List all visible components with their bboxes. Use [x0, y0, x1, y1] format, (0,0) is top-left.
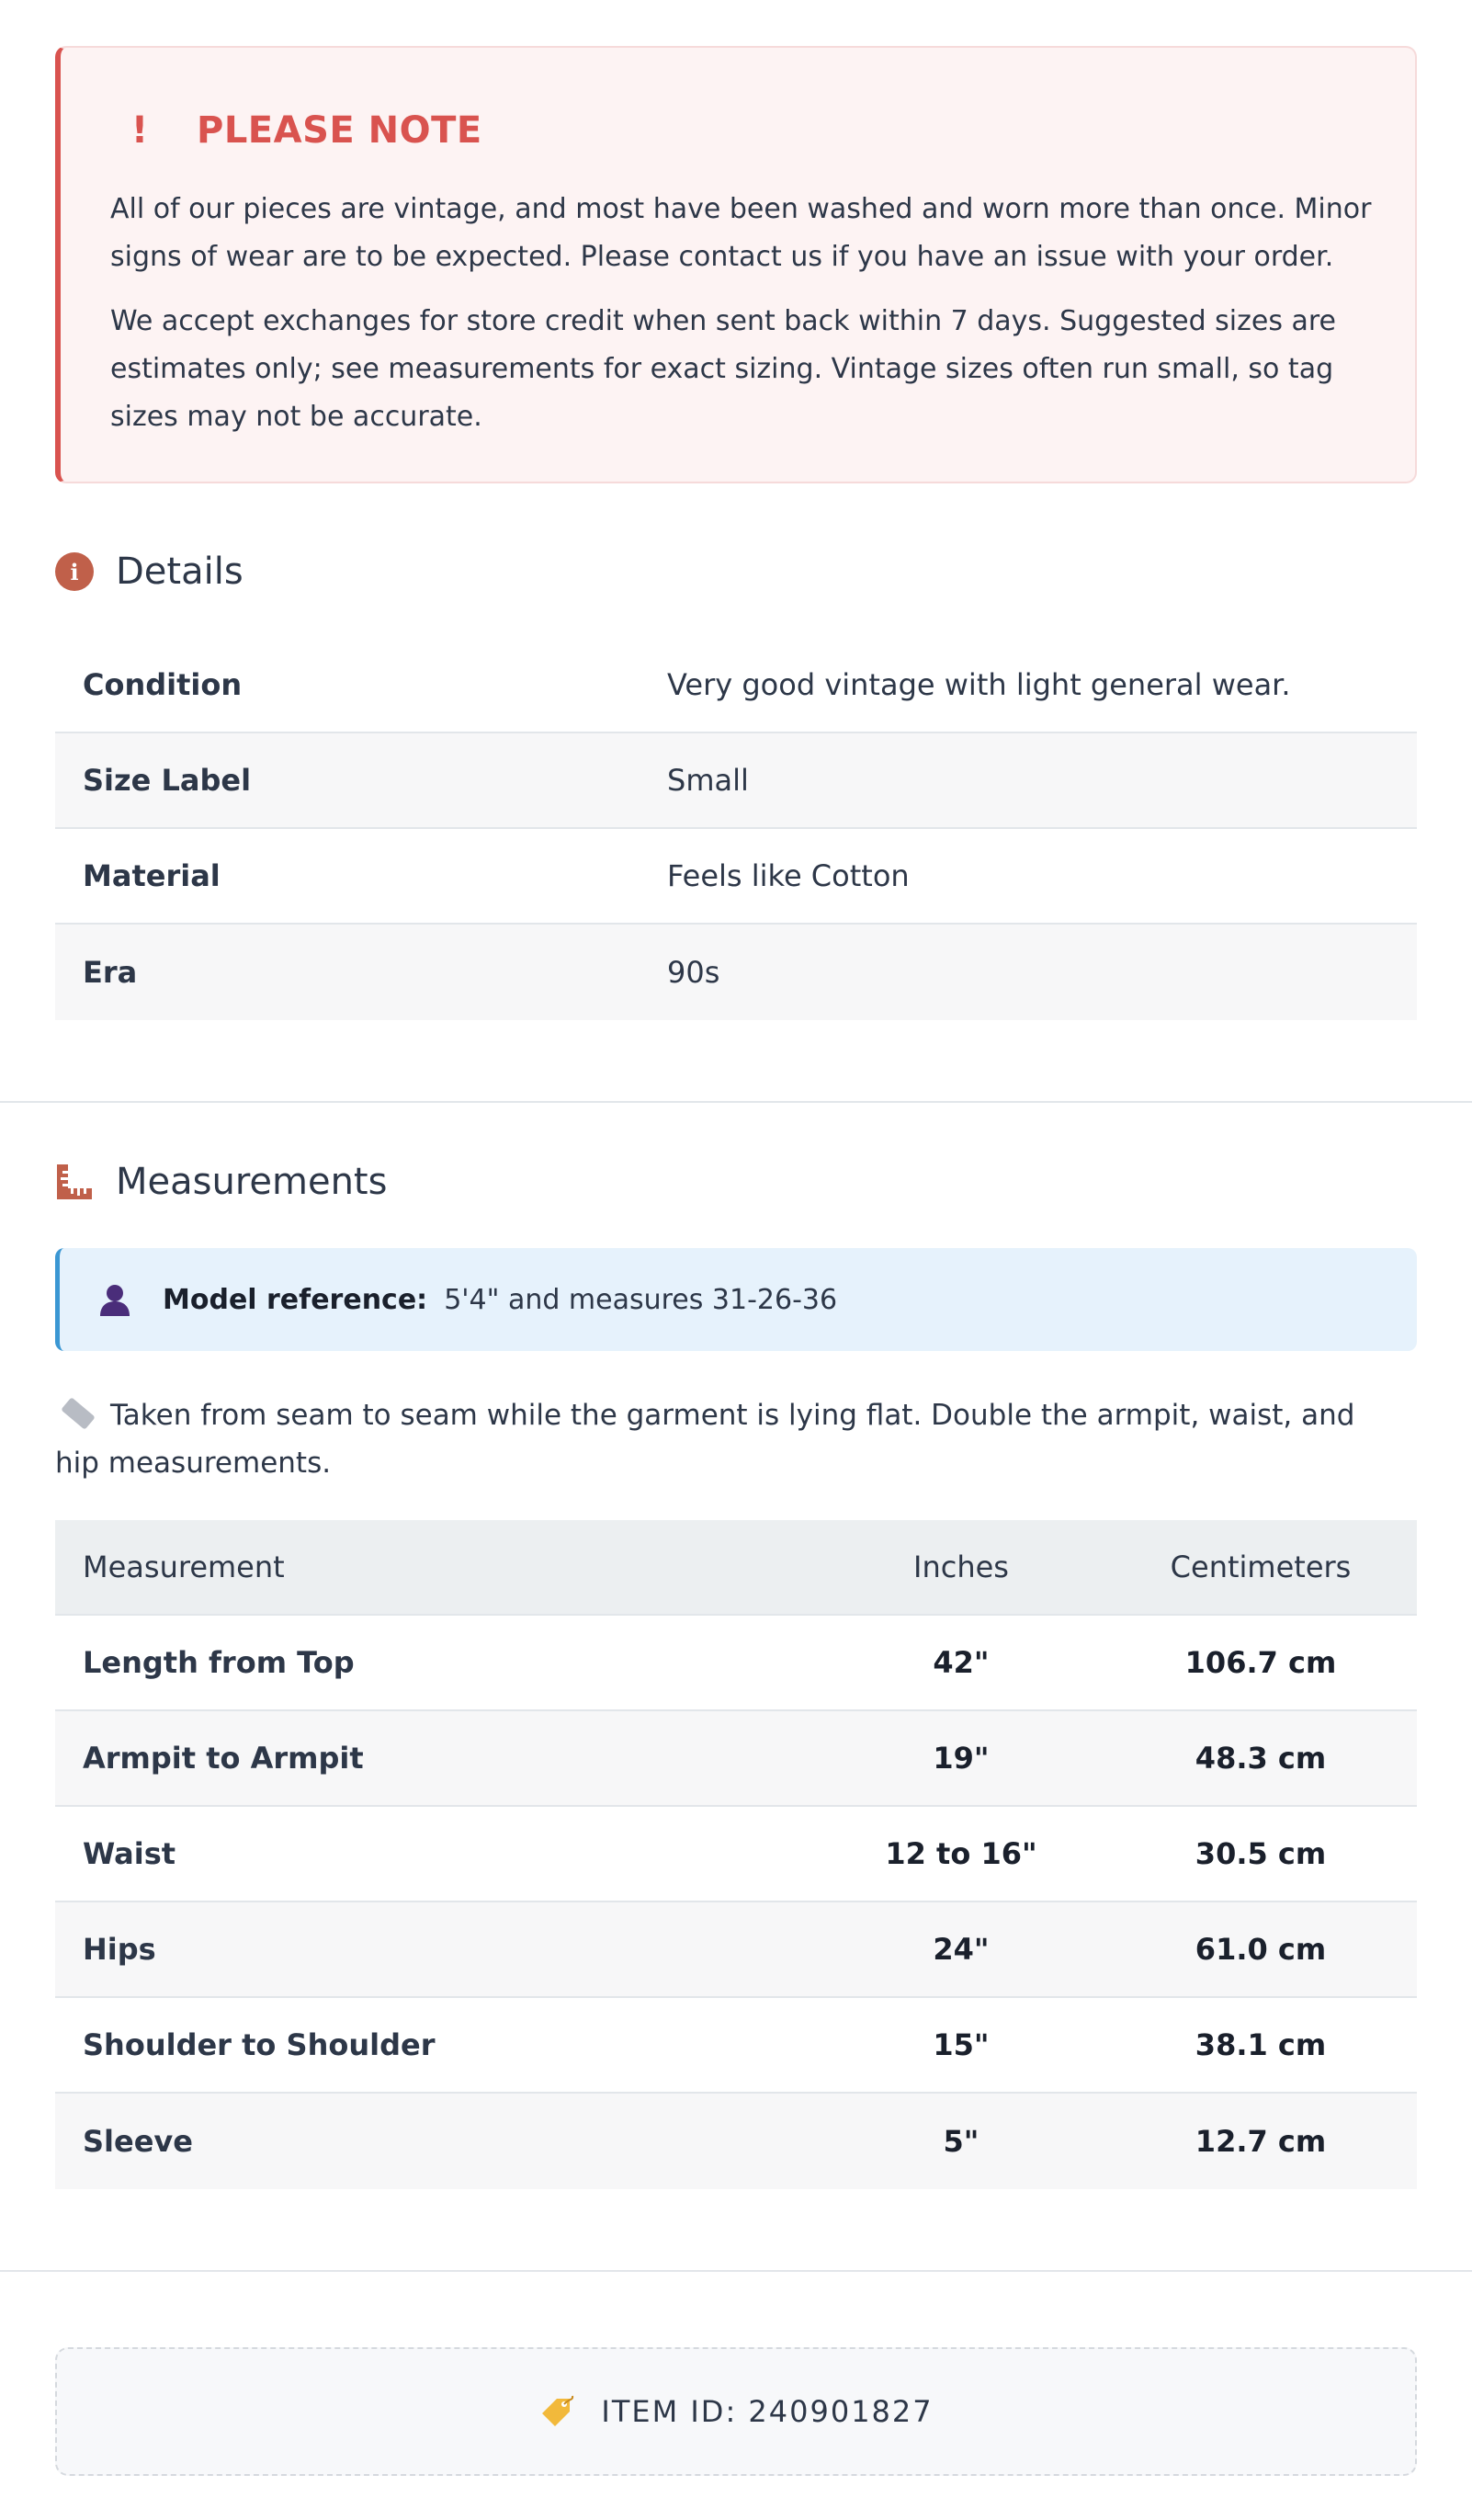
measurement-name: Sleeve [83, 2124, 193, 2159]
details-value: Very good vintage with light general wear. [667, 667, 1291, 702]
info-icon: i [55, 552, 94, 591]
item-id: ITEM ID: 240901827 [601, 2394, 934, 2429]
measurement-inches: 42" [933, 1645, 990, 1680]
model-reference-label: Model reference: [163, 1283, 428, 1316]
details-label: Condition [83, 667, 243, 702]
details-title: Details [116, 551, 243, 593]
measurement-name: Hips [83, 1932, 156, 1967]
table-row [55, 1711, 1417, 1807]
measurement-cm: 30.5 cm [1195, 1836, 1327, 1871]
column-header-centimeters: Centimeters [1170, 1549, 1352, 1584]
measurement-cm: 106.7 cm [1184, 1645, 1337, 1680]
measurement-name: Armpit to Armpit [83, 1741, 364, 1776]
straight-ruler-icon [61, 1397, 96, 1430]
measurement-cm: 61.0 cm [1195, 1932, 1327, 1967]
model-reference-box [55, 1248, 1417, 1351]
person-icon [96, 1281, 133, 1318]
details-value: Small [667, 763, 749, 798]
measurement-note-text: Taken from seam to seam while the garment is lying flat. Double the armpit, waist, and hip measurements. [55, 1399, 1355, 1480]
tag-icon [538, 2393, 575, 2430]
measurement-note [55, 1391, 1397, 1487]
measurements-title: Measurements [116, 1161, 388, 1203]
measurements-header [55, 1156, 387, 1208]
details-label: Material [83, 858, 221, 893]
measurement-name: Waist [83, 1836, 176, 1871]
details-table [55, 638, 1417, 1020]
measurement-cm: 38.1 cm [1195, 2027, 1327, 2062]
notice-paragraph-wear: All of our pieces are vintage, and most have been washed and worn more than once. Minor signs of wear are to be expected. Please contact us if you have an issue with your order. [110, 193, 1372, 273]
details-row-size-label [55, 733, 1417, 829]
details-value: 90s [667, 955, 720, 990]
details-label: Size Label [83, 763, 252, 798]
column-header-measurement: Measurement [83, 1549, 285, 1584]
model-reference-value: 5'4" and measures 31-26-36 [444, 1283, 838, 1316]
measurement-cm: 12.7 cm [1195, 2124, 1327, 2159]
details-header [55, 546, 243, 597]
notice-header [118, 107, 482, 154]
measurement-inches: 5" [943, 2124, 979, 2159]
table-row [55, 1998, 1417, 2094]
measurements-table [55, 1520, 1417, 2189]
ruler-icon [55, 1163, 94, 1201]
section-divider [0, 1101, 1472, 1103]
measurement-name: Length from Top [83, 1645, 355, 1680]
details-row-material [55, 829, 1417, 925]
table-row [55, 1807, 1417, 1902]
measurement-inches: 12 to 16" [885, 1836, 1037, 1871]
table-row [55, 1902, 1417, 1998]
measurement-cm: 48.3 cm [1195, 1741, 1327, 1776]
details-row-condition [55, 638, 1417, 733]
item-id-box [55, 2347, 1417, 2476]
notice-paragraph-exchanges: We accept exchanges for store credit when sent back within 7 days. Suggested sizes are estimates only; see measurements for exact sizing. Vintage sizes often run small, so tag sizes may not be accurate. [110, 305, 1337, 433]
column-header-inches: Inches [913, 1549, 1009, 1584]
table-row [55, 2094, 1417, 2189]
table-row [55, 1616, 1417, 1711]
table-header-row [55, 1520, 1417, 1616]
notice-title: PLEASE NOTE [197, 109, 482, 152]
details-value: Feels like Cotton [667, 858, 910, 893]
exclamation-icon: ! [130, 109, 149, 152]
details-label: Era [83, 955, 138, 990]
measurement-name: Shoulder to Shoulder [83, 2027, 436, 2062]
measurement-inches: 24" [933, 1932, 990, 1967]
please-note-notice [55, 46, 1417, 483]
section-divider [0, 2270, 1472, 2272]
details-row-era [55, 925, 1417, 1020]
measurement-inches: 15" [933, 2027, 990, 2062]
measurement-inches: 19" [933, 1741, 990, 1776]
